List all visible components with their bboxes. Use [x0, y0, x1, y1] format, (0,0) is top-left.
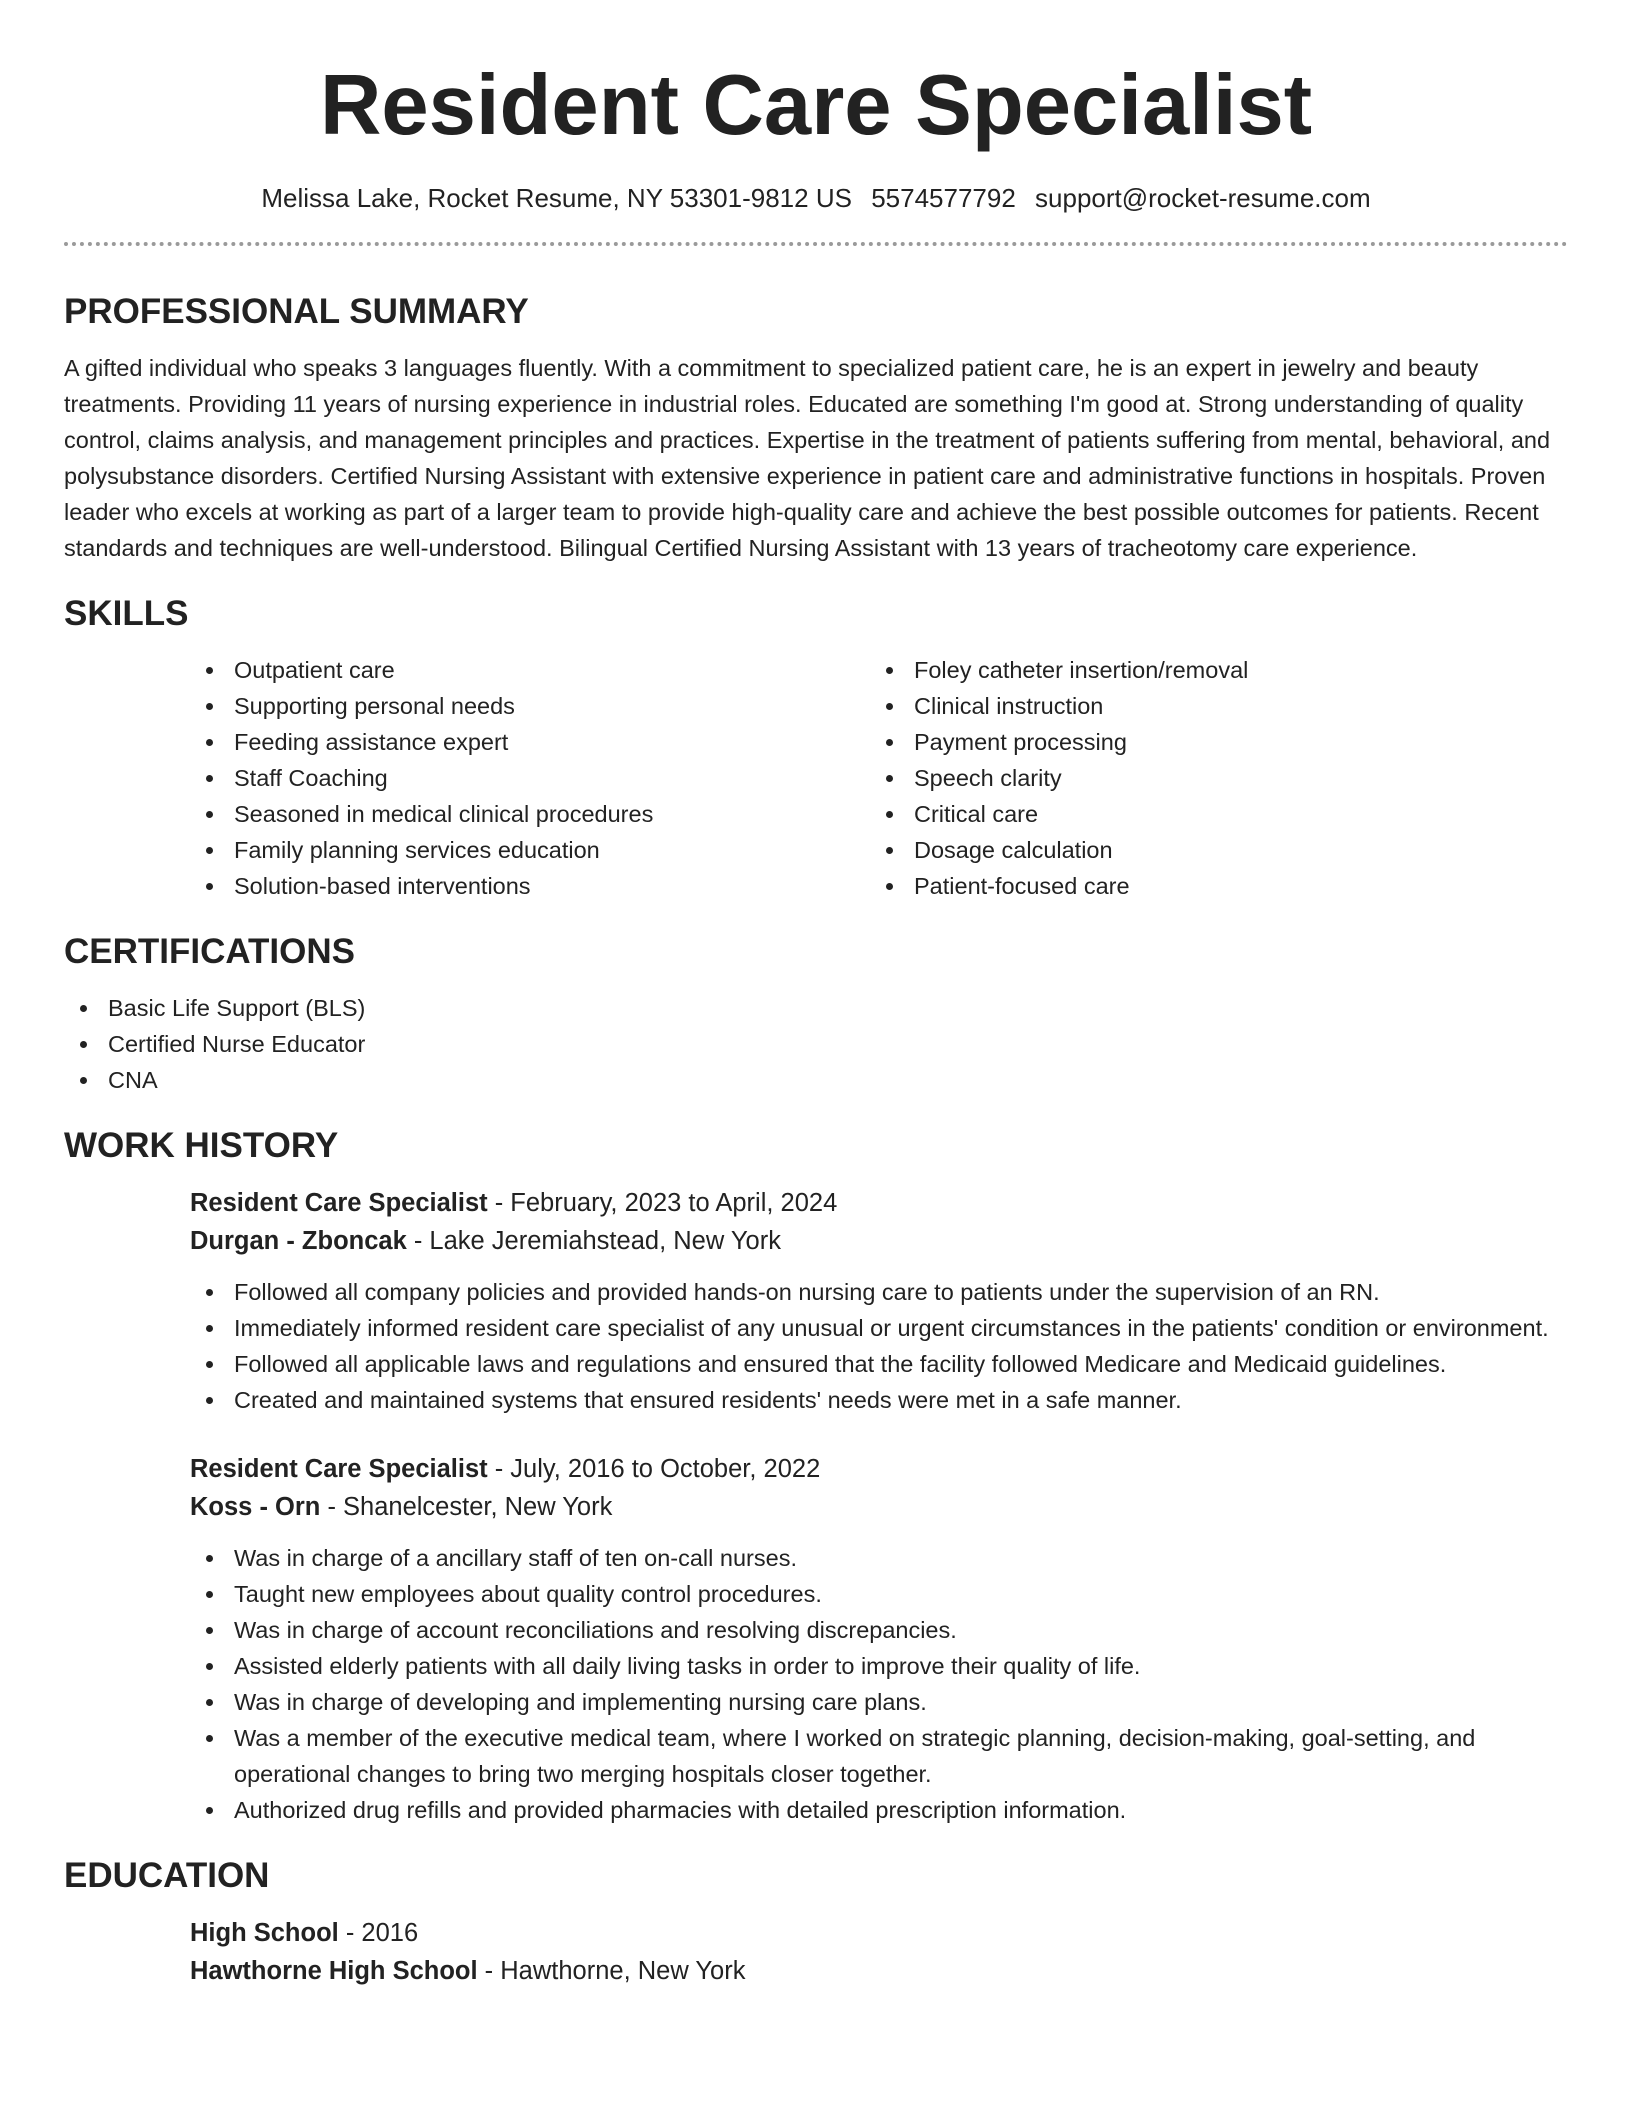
job-company: Koss - Orn [190, 1493, 321, 1521]
certifications-section [64, 930, 1568, 1098]
job-bullet: Was a member of the executive medical team, where I worked on strategic planning, decision-making, goal-setting, and operational changes to bring two merging hospitals closer together. [190, 1720, 1568, 1792]
education-year: - 2016 [338, 1919, 419, 1947]
job-role: Resident Care Specialist [190, 1189, 488, 1217]
job-bullet: Taught new employees about quality control procedures. [190, 1576, 1568, 1612]
job-bullet: Was in charge of account reconciliations and resolving discrepancies. [190, 1612, 1568, 1648]
job-bullet: Followed all company policies and provided hands-on nursing care to patients under the supervision of an RN. [190, 1274, 1568, 1310]
job-location: - Lake Jeremiahstead, New York [406, 1227, 781, 1255]
job-company: Durgan - Zboncak [190, 1227, 407, 1255]
certifications-title: CERTIFICATIONS [64, 932, 356, 971]
skill-item: Patient-focused care [870, 868, 1550, 904]
job-role-line [190, 1184, 1568, 1222]
education-degree-line [190, 1914, 1568, 1952]
job-company-line [190, 1488, 1568, 1526]
contact-phone: 5574577792 [871, 183, 1016, 213]
education-location: - Hawthorne, New York [477, 1957, 746, 1985]
job-bullet: Was in charge of a ancillary staff of ten on-call nurses. [190, 1540, 1568, 1576]
job-role: Resident Care Specialist [190, 1455, 488, 1483]
skill-item: Clinical instruction [870, 688, 1550, 724]
skill-item: Supporting personal needs [190, 688, 870, 724]
skill-item: Family planning services education [190, 832, 870, 868]
summary-text: A gifted individual who speaks 3 languages fluently. With a commitment to specialized patient care, he is an expert in jewelry and beauty treatments. Providing 11 years of nursing experience in industrial roles. Educated are something I'm good at. Strong understanding of quality control, claims analysis, and management principles and practices. Expertise in the treatment of patients suffering from mental, behavioral, and polysubstance disorders. Certified Nursing Assistant with extensive experience in patient care and administrative functions in hospitals. Proven leader who excels at working as part of a larger team to provide high-quality care and achieve the best possible outcomes for patients. Recent standards and techniques are well-understood. Bilingual Certified Nursing Assistant with 13 years of tracheotomy care experience. [64, 355, 1551, 561]
job-bullet: Authorized drug refills and provided pharmacies with detailed prescription information. [190, 1792, 1568, 1828]
job-dates: - July, 2016 to October, 2022 [487, 1455, 821, 1483]
summary-title: PROFESSIONAL SUMMARY [64, 292, 529, 331]
skill-item: Solution-based interventions [190, 868, 870, 904]
skill-item: Outpatient care [190, 652, 870, 688]
skill-item: Critical care [870, 796, 1550, 832]
job-bullet: Was in charge of developing and implementing nursing care plans. [190, 1684, 1568, 1720]
job-entry [190, 1184, 1568, 1418]
certification-item: CNA [64, 1062, 1568, 1098]
education-entry [190, 1914, 1568, 1990]
education-school: Hawthorne High School [190, 1957, 478, 1985]
contact-line [64, 180, 1568, 216]
work-title: WORK HISTORY [64, 1126, 339, 1165]
education-section [64, 1854, 1568, 1990]
work-section [64, 1124, 1568, 1828]
resume-name: Resident Care Specialist [319, 58, 1313, 153]
skills-title: SKILLS [64, 594, 189, 633]
skills-list-right [870, 652, 1550, 904]
job-dates: - February, 2023 to April, 2024 [487, 1189, 838, 1217]
job-bullets [190, 1274, 1568, 1418]
summary-section [64, 290, 1568, 566]
job-company-line [190, 1222, 1568, 1260]
skills-section [64, 592, 1568, 904]
job-bullet: Created and maintained systems that ensured residents' needs were met in a safe manner. [190, 1382, 1568, 1418]
skills-list-left [190, 652, 870, 904]
job-location: - Shanelcester, New York [320, 1493, 613, 1521]
job-entry [190, 1450, 1568, 1828]
resume-page [64, 0, 1568, 1990]
contact-address: Melissa Lake, Rocket Resume, NY 53301-9812 US [261, 183, 852, 213]
certification-item: Certified Nurse Educator [64, 1026, 1568, 1062]
education-degree: High School [190, 1919, 339, 1947]
skill-item: Seasoned in medical clinical procedures [190, 796, 870, 832]
skill-item: Foley catheter insertion/removal [870, 652, 1550, 688]
skill-item: Feeding assistance expert [190, 724, 870, 760]
contact-email: support@rocket-resume.com [1035, 183, 1371, 213]
skills-columns [190, 652, 1568, 904]
skill-item: Payment processing [870, 724, 1550, 760]
job-role-line [190, 1450, 1568, 1488]
skill-item: Speech clarity [870, 760, 1550, 796]
header-divider [64, 242, 1568, 246]
skill-item: Staff Coaching [190, 760, 870, 796]
education-title: EDUCATION [64, 1856, 270, 1895]
education-school-line [190, 1952, 1568, 1990]
skill-item: Dosage calculation [870, 832, 1550, 868]
job-bullet: Assisted elderly patients with all daily living tasks in order to improve their quality of life. [190, 1648, 1568, 1684]
certification-item: Basic Life Support (BLS) [64, 990, 1568, 1026]
certifications-list [64, 990, 1568, 1098]
job-bullet: Immediately informed resident care specialist of any unusual or urgent circumstances in the patients' condition or environment. [190, 1310, 1568, 1346]
job-bullet: Followed all applicable laws and regulations and ensured that the facility followed Medicare and Medicaid guidelines. [190, 1346, 1568, 1382]
job-bullets [190, 1540, 1568, 1828]
